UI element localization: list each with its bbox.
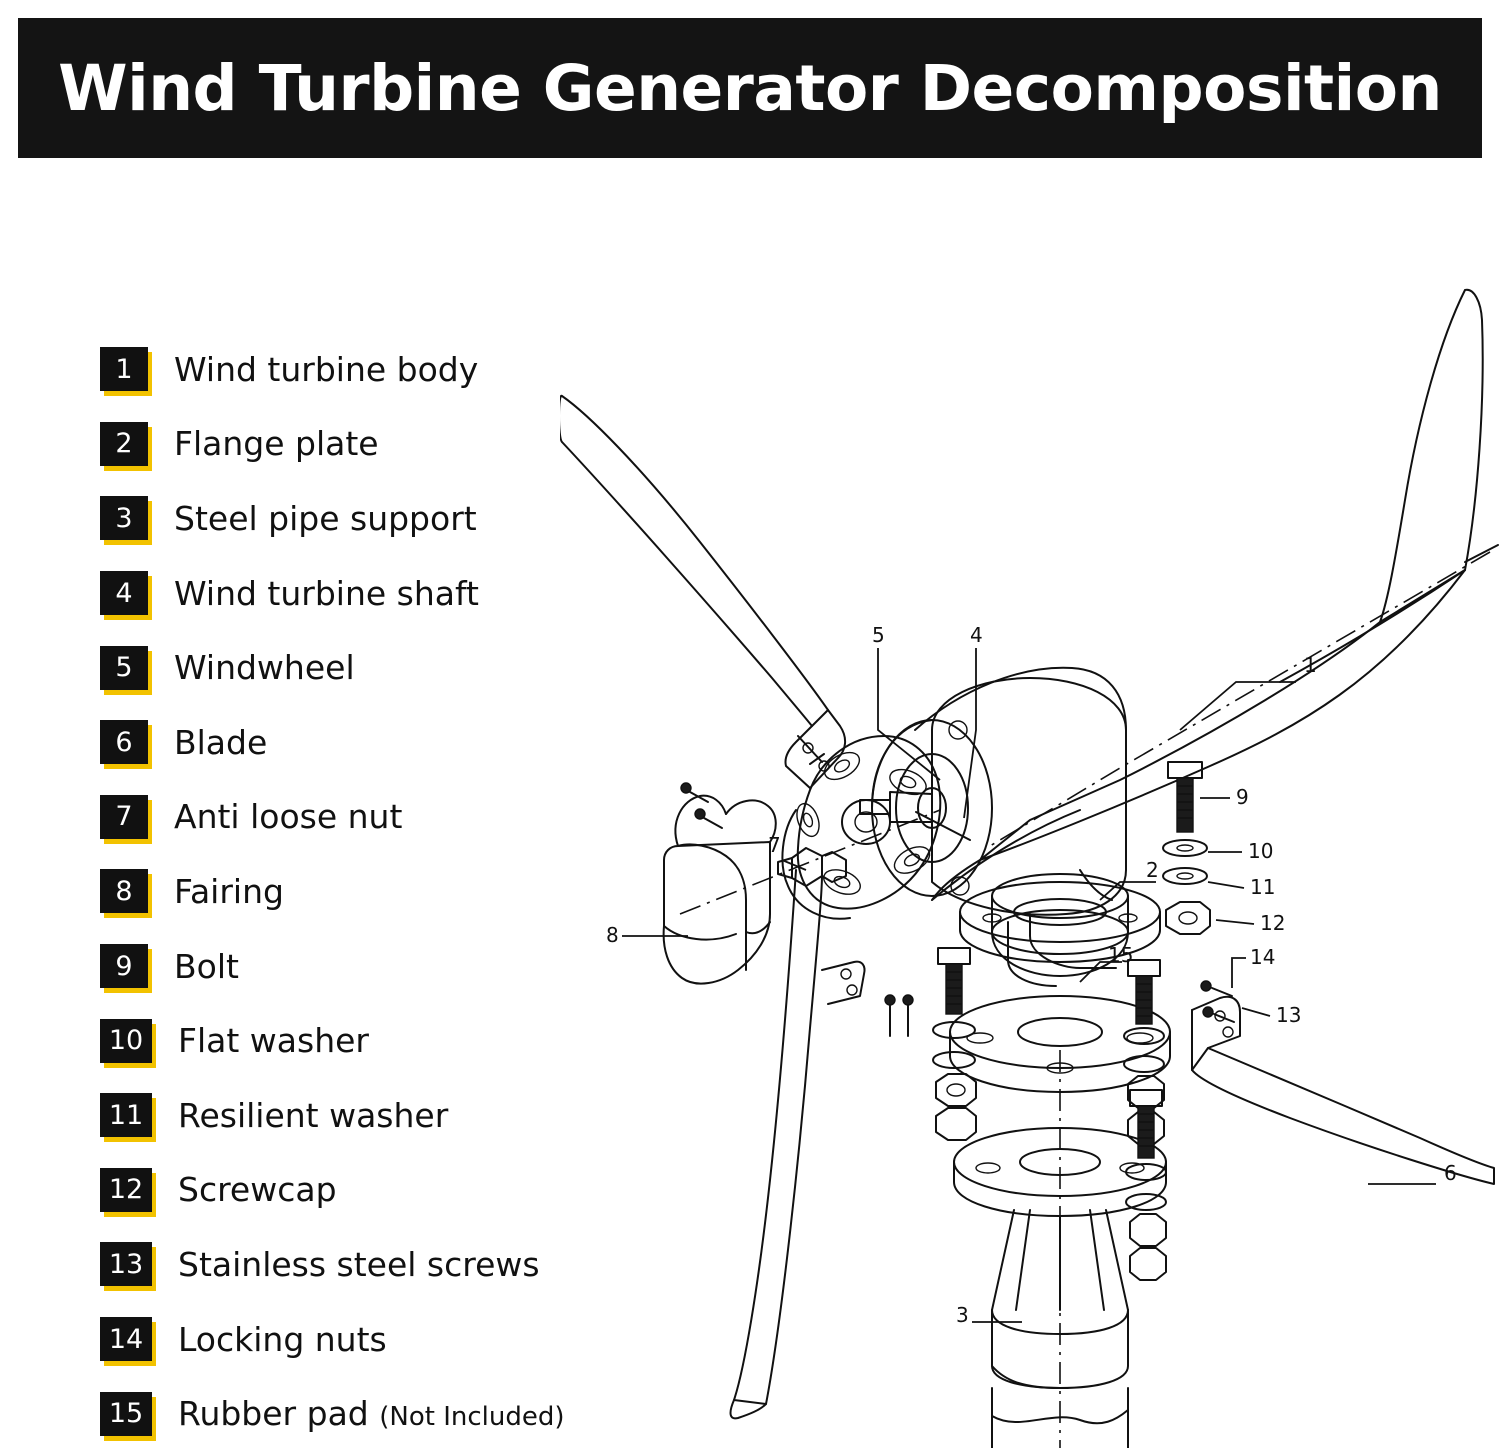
legend-badge: 5	[100, 646, 148, 690]
blade-lower-left	[731, 870, 865, 1418]
legend-badge: 12	[100, 1168, 152, 1212]
legend-label: Flat washer	[178, 1021, 369, 1061]
callout-15: 15	[1108, 943, 1134, 967]
legend-badge: 2	[100, 422, 148, 466]
legend-badge: 7	[100, 795, 148, 839]
callout-9: 9	[1236, 785, 1249, 809]
legend-badge: 11	[100, 1093, 152, 1137]
legend-label-note: (Not Included)	[379, 1402, 565, 1433]
exploded-assembly-drawing	[560, 170, 1500, 1448]
callout-11: 11	[1250, 875, 1276, 899]
legend-label: Blade	[174, 722, 268, 762]
page-title: Wind Turbine Generator Decomposition	[58, 51, 1442, 125]
callout-14: 14	[1250, 945, 1276, 969]
legend-badge: 14	[100, 1317, 152, 1361]
legend-label	[178, 1394, 564, 1433]
callout-4: 4	[970, 623, 983, 647]
legend-badge: 13	[100, 1242, 152, 1286]
legend-badge: 10	[100, 1019, 152, 1063]
legend-badge: 4	[100, 571, 148, 615]
callout-7: 7	[768, 833, 781, 857]
legend-label: Flange plate	[174, 424, 379, 464]
legend-badge: 3	[100, 496, 148, 540]
turbine-body-shape	[932, 290, 1498, 900]
callout-5: 5	[872, 623, 885, 647]
callout-12: 12	[1260, 911, 1286, 935]
legend-label: Wind turbine shaft	[174, 573, 479, 613]
nacelle-shape	[860, 668, 1126, 915]
legend-badge: 8	[100, 869, 148, 913]
legend-label: Bolt	[174, 946, 239, 986]
callout-6: 6	[1444, 1161, 1457, 1185]
blade-right	[1192, 997, 1494, 1184]
callout-13: 13	[1276, 1003, 1302, 1027]
callout-3: 3	[956, 1303, 969, 1327]
callout-10: 10	[1248, 839, 1274, 863]
anti-loose-nut	[778, 848, 846, 886]
legend-badge: 9	[100, 944, 148, 988]
callout-numbers	[606, 623, 1457, 1327]
legend-label: Windwheel	[174, 648, 355, 688]
legend-label: Anti loose nut	[174, 797, 403, 837]
bolt-stack-right	[1163, 762, 1210, 934]
callout-1: 1	[1304, 653, 1317, 677]
bolt-stack-lower	[1126, 1090, 1166, 1280]
legend-label: Fairing	[174, 871, 284, 911]
page-title-bar	[18, 18, 1482, 158]
callout-8: 8	[606, 923, 619, 947]
legend-label-text: Rubber pad	[178, 1394, 380, 1434]
fairing-shape	[664, 796, 776, 984]
steel-pipe-support	[954, 1050, 1166, 1448]
legend-label: Screwcap	[178, 1170, 337, 1210]
bolt-stack-left	[933, 948, 976, 1140]
legend-badge: 6	[100, 720, 148, 764]
legend-label: Locking nuts	[178, 1319, 387, 1359]
callout-2: 2	[1146, 858, 1159, 882]
legend-label: Steel pipe support	[174, 498, 477, 538]
legend-label: Resilient washer	[178, 1095, 449, 1135]
windwheel-hub	[782, 736, 940, 919]
legend-label: Stainless steel screws	[178, 1244, 540, 1284]
legend-badge: 15	[100, 1392, 152, 1436]
nacelle-neck	[992, 874, 1128, 986]
legend-badge: 1	[100, 347, 148, 391]
blade-upper-left	[560, 396, 845, 788]
legend-label: Wind turbine body	[174, 349, 479, 389]
